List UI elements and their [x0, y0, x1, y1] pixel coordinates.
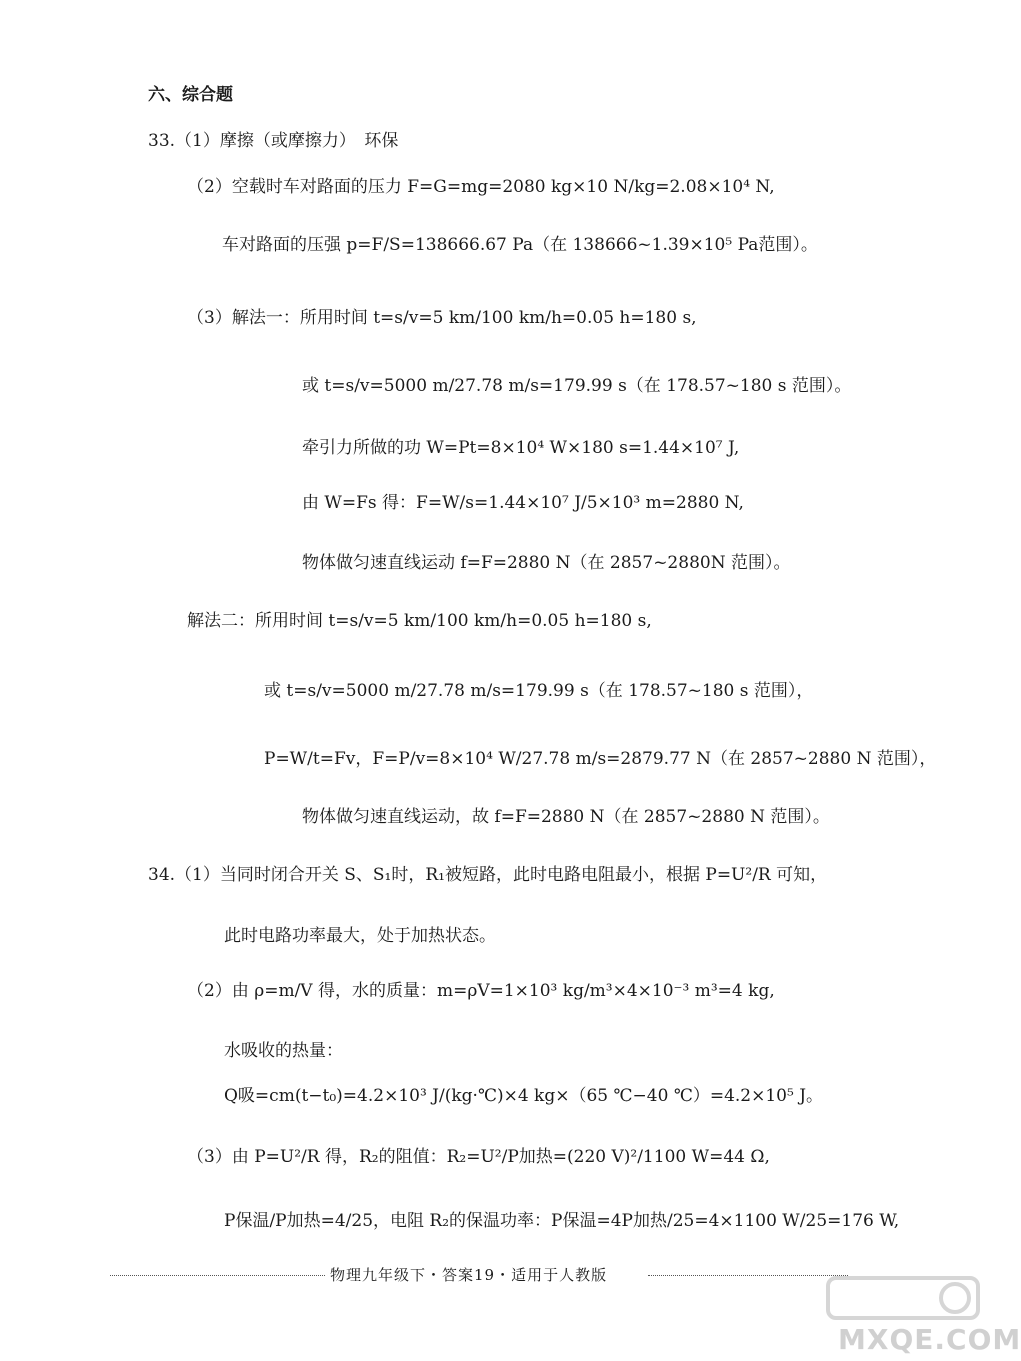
q33-part3-work: 牵引力所做的功 W=Pt=8×10⁴ W×180 s=1.44×10⁷ J, — [302, 438, 740, 458]
q33-part3-friction: 物体做匀速直线运动 f=F=2880 N（在 2857~2880N 范围）。 — [302, 553, 791, 573]
watermark-text: MXQE.COM — [838, 1323, 1021, 1356]
footer: 物理九年级下・答案19・适用于人教版 — [330, 1266, 608, 1284]
q33-part1: 33.（1）摩擦（或摩擦力） 环保 — [148, 131, 399, 151]
q34-part2-mass: （2）由 ρ=m/V 得，水的质量：m=ρV=1×10³ kg/m³×4×10⁻³ m³=4 kg, — [187, 981, 775, 1001]
q33-part2-pressure: 车对路面的压强 p=F/S=138666.67 Pa（在 138666~1.39×10⁵ Pa范围）。 — [222, 235, 818, 255]
section-heading: 六、综合题 — [148, 85, 233, 105]
q33-part3-method1-time: （3）解法一：所用时间 t=s/v=5 km/100 km/h=0.05 h=180 s, — [187, 308, 697, 328]
footer-rule-right — [648, 1275, 848, 1276]
q34-part1: 34.（1）当同时闭合开关 S、S₁时，R₁被短路，此时电路电阻最小，根据 P=U²/R 可知， — [148, 865, 828, 885]
q34-part3-resistance: （3）由 P=U²/R 得，R₂的阻值：R₂=U²/P加热=(220 V)²/1100 W=44 Ω, — [187, 1147, 770, 1167]
q33-part3-force: 由 W=Fs 得：F=W/s=1.44×10⁷ J/5×10³ m=2880 N, — [302, 493, 744, 513]
q33-part3-method1-time-alt: 或 t=s/v=5000 m/27.78 m/s=179.99 s（在 178.57~180 s 范围）。 — [302, 376, 852, 396]
q33-part3-method2-friction: 物体做匀速直线运动，故 f=F=2880 N（在 2857~2880 N 范围）。 — [302, 807, 830, 827]
q33-part3-method2-force: P=W/t=Fv，F=P/v=8×10⁴ W/27.78 m/s=2879.77 N（在 2857~2880 N 范围）， — [264, 749, 937, 769]
q33-part3-method2-time: 解法二：所用时间 t=s/v=5 km/100 km/h=0.05 h=180 s, — [187, 611, 652, 631]
q34-part3-power: P保温/P加热=4/25，电阻 R₂的保温功率：P保温=4P加热/25=4×1100 W/25=176 W, — [224, 1211, 900, 1231]
q34-part1-conclusion: 此时电路功率最大，处于加热状态。 — [224, 926, 496, 946]
q34-part2-heat-label: 水吸收的热量： — [224, 1041, 343, 1061]
footer-rule-left — [110, 1275, 325, 1276]
q34-part2-heat: Q吸=cm(t−t₀)=4.2×10³ J/(kg·℃)×4 kg×（65 ℃−40 ℃）=4.2×10⁵ J。 — [224, 1086, 824, 1106]
q33-part3-method2-time-alt: 或 t=s/v=5000 m/27.78 m/s=179.99 s（在 178.57~180 s 范围）， — [264, 681, 814, 701]
q33-part2-pressure-force: （2）空载时车对路面的压力 F=G=mg=2080 kg×10 N/kg=2.08×10⁴ N, — [187, 177, 775, 197]
